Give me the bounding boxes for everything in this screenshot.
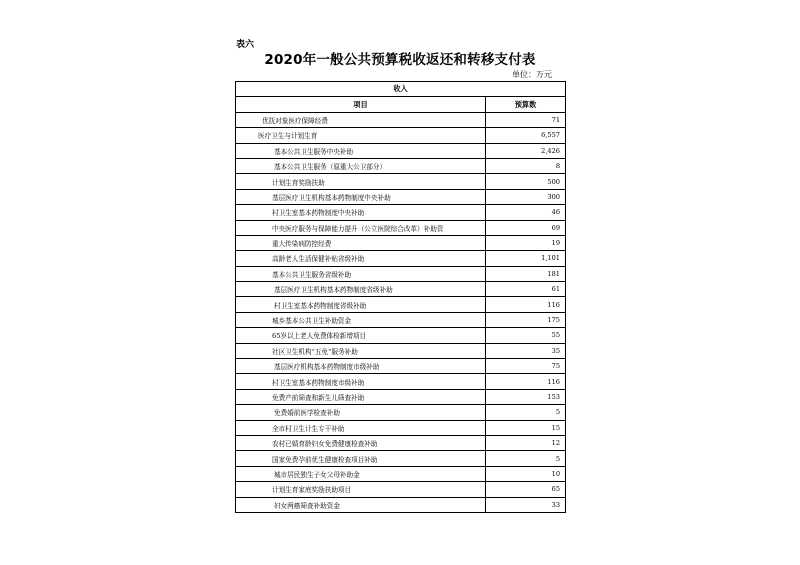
section-header: 收入	[236, 82, 566, 97]
table-row	[236, 482, 566, 497]
page-title: 2020年一般公共预算税收返还和转移支付表	[264, 52, 536, 68]
row-value: 55	[486, 328, 566, 343]
column-header-value: 预算数	[486, 97, 566, 112]
row-item: 农村已婚育龄妇女免费健康检查补助	[236, 435, 486, 450]
row-item: 计划生育奖励扶助	[236, 174, 486, 189]
row-item: 妇女两癌筛查补助资金	[236, 497, 486, 512]
row-value: 5	[486, 405, 566, 420]
row-value: 15	[486, 420, 566, 435]
row-value: 71	[486, 112, 566, 127]
row-value: 500	[486, 174, 566, 189]
row-item: 城市居民独生子女父母补助金	[236, 466, 486, 481]
table-row	[236, 451, 566, 466]
table-row	[236, 266, 566, 281]
row-item: 基层医疗卫生机构基本药物制度省级补助	[236, 282, 486, 297]
unit-label: 单位：万元	[512, 70, 552, 79]
row-value: 175	[486, 312, 566, 327]
row-item: 重大传染病防控经费	[236, 235, 486, 250]
table-row	[236, 359, 566, 374]
row-item: 基本公共卫生服务省级补助	[236, 266, 486, 281]
row-item: 村卫生室基本药物制度省级补助	[236, 297, 486, 312]
row-value: 2,426	[486, 143, 566, 158]
row-item: 基层医疗机构基本药物制度市级补助	[236, 359, 486, 374]
row-value: 116	[486, 297, 566, 312]
table-row	[236, 435, 566, 450]
row-item: 国家免费孕前优生健康检查项目补助	[236, 451, 486, 466]
table-row	[236, 128, 566, 143]
table-row	[236, 312, 566, 327]
section-header-row	[236, 82, 566, 97]
table-row	[236, 251, 566, 266]
row-item: 城乡基本公共卫生补助资金	[236, 312, 486, 327]
table-row	[236, 420, 566, 435]
row-item: 中央医疗服务与保障能力提升（公立医院综合改革）补助资	[236, 220, 486, 235]
row-item: 基层医疗卫生机构基本药物制度中央补助	[236, 189, 486, 204]
row-value: 181	[486, 266, 566, 281]
table-row	[236, 205, 566, 220]
row-item: 村卫生室基本药物制度中央补助	[236, 205, 486, 220]
table-row	[236, 282, 566, 297]
table-row	[236, 374, 566, 389]
row-item: 免费婚前医学检查补助	[236, 405, 486, 420]
row-item: 基本公共卫生服务中央补助	[236, 143, 486, 158]
row-value: 75	[486, 359, 566, 374]
table-row	[236, 235, 566, 250]
budget-table	[235, 81, 566, 513]
column-header-item: 项目	[236, 97, 486, 112]
table-row	[236, 112, 566, 127]
row-value: 19	[486, 235, 566, 250]
row-item: 优抚对象医疗保障经费	[236, 112, 486, 127]
table-row	[236, 343, 566, 358]
row-value: 5	[486, 451, 566, 466]
row-value: 6,557	[486, 128, 566, 143]
row-value: 153	[486, 389, 566, 404]
column-header-row	[236, 97, 566, 112]
table-row	[236, 189, 566, 204]
table-row	[236, 174, 566, 189]
row-item: 基本公共卫生服务（原重大公卫部分）	[236, 158, 486, 173]
row-item: 医疗卫生与计划生育	[236, 128, 486, 143]
table-row	[236, 143, 566, 158]
row-value: 46	[486, 205, 566, 220]
row-item: 高龄老人生活保健补贴省级补助	[236, 251, 486, 266]
row-value: 116	[486, 374, 566, 389]
row-value: 12	[486, 435, 566, 450]
table-row	[236, 466, 566, 481]
table-row	[236, 297, 566, 312]
row-value: 10	[486, 466, 566, 481]
table-row	[236, 497, 566, 512]
table-row	[236, 328, 566, 343]
row-item: 村卫生室基本药物制度市级补助	[236, 374, 486, 389]
row-value: 65	[486, 482, 566, 497]
row-value: 35	[486, 343, 566, 358]
row-value: 8	[486, 158, 566, 173]
table-row	[236, 158, 566, 173]
row-value: 1,101	[486, 251, 566, 266]
table-row	[236, 405, 566, 420]
row-item: 免费产前筛查和新生儿筛查补助	[236, 389, 486, 404]
row-value: 69	[486, 220, 566, 235]
row-value: 300	[486, 189, 566, 204]
row-item: 65岁以上老人免费体检新增项目	[236, 328, 486, 343]
row-value: 33	[486, 497, 566, 512]
row-value: 61	[486, 282, 566, 297]
table-row	[236, 220, 566, 235]
row-item: 全市村卫生计生专干补助	[236, 420, 486, 435]
row-item: 社区卫生机构“五免”服务补助	[236, 343, 486, 358]
table-number-label: 表六	[236, 40, 255, 50]
row-item: 计划生育家庭奖励扶助项目	[236, 482, 486, 497]
table-row	[236, 389, 566, 404]
